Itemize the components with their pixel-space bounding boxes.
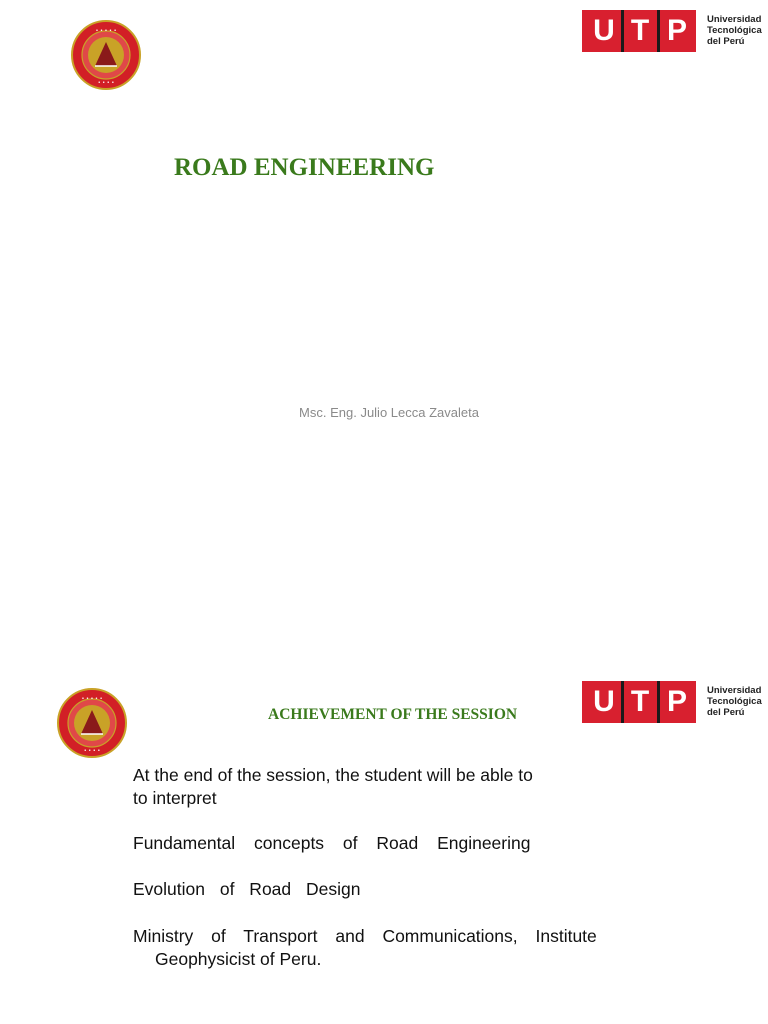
section-title: ACHIEVEMENT OF THE SESSION [268, 706, 518, 723]
intro-paragraph: At the end of the session, the student will be able to to interpret [133, 765, 533, 808]
cip-seal-logo [71, 20, 141, 90]
svg-text:• • • • •: • • • • • [81, 696, 103, 702]
svg-text:• • • •: • • • • [97, 80, 115, 86]
svg-text:• • • •: • • • • [83, 748, 101, 754]
utp-logo-text: Universidad Tecnológica del Perú [707, 14, 762, 47]
author-name: Msc. Eng. Julio Lecca Zavaleta [299, 405, 479, 420]
objective-item: Evolution of Road Design [133, 879, 361, 899]
utp-logo-text: Universidad Tecnológica del Perú [707, 685, 762, 718]
slide-title-text: ROAD ENGINEERING [174, 154, 435, 181]
utp-logo: U T P Universidad Tecnológica del Perú [582, 10, 764, 52]
objective-item: Ministry of Transport and Communications, Institute Geophysicist of Peru. [133, 926, 597, 969]
slide-achievement [0, 640, 768, 1024]
objective-item: Fundamental concepts of Road Engineering [133, 833, 531, 853]
svg-text:• • • • •: • • • • • [95, 28, 117, 34]
cip-seal-logo [57, 688, 127, 758]
utp-logo: U T P Universidad Tecnológica del Perú [582, 681, 764, 723]
